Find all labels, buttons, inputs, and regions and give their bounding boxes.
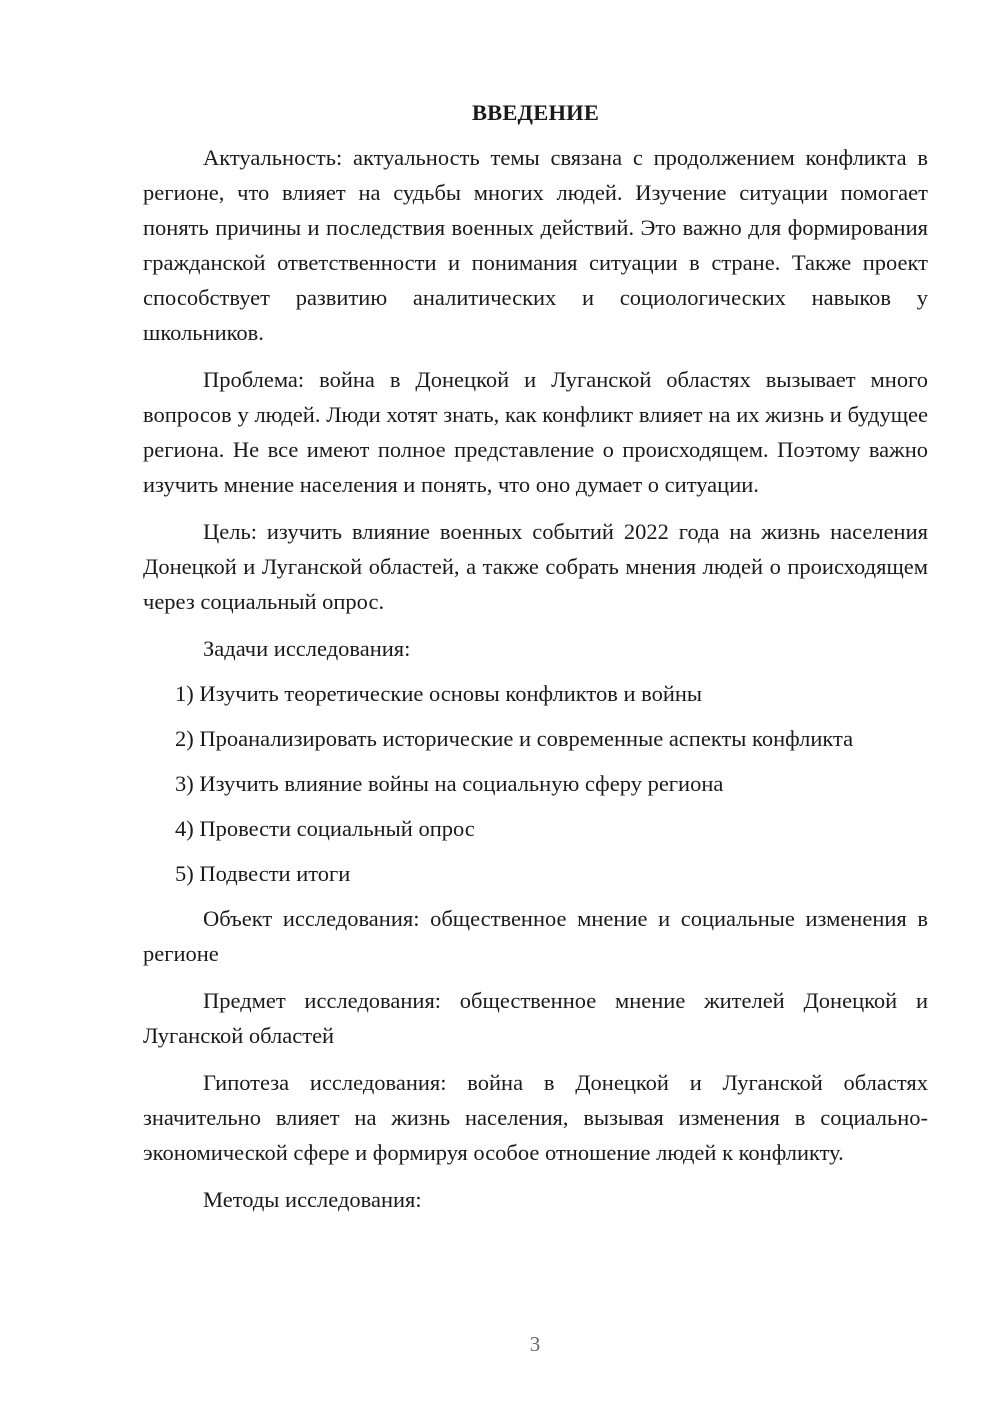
page-content xyxy=(143,95,928,1227)
paragraph-problem: Проблема: война в Донецкой и Луганской областях вызывает много вопросов у людей. Люди хотят знать, как конфликт влияет на их жизнь и будущее региона. Не все имеют полное представление о происходящем. Поэтому важно изучить мнение населения и понять, что оно думает о ситуации. xyxy=(143,367,928,497)
paragraph-hypothesis: Гипотеза исследования: война в Донецкой и Луганской областях значительно влияет на жизнь населения, вызывая изменения в социально-экономической сфере и формируя особое отношение людей к конфликту. xyxy=(143,1070,928,1165)
paragraph-object: Объект исследования: общественное мнение и социальные изменения в регионе xyxy=(143,906,928,966)
task-item: 2) Проанализировать исторические и современные аспекты конфликта xyxy=(175,726,854,751)
task-item: 5) Подвести итоги xyxy=(175,861,351,886)
task-item: 3) Изучить влияние войны на социальную сферу региона xyxy=(175,771,724,796)
methods-label: Методы исследования: xyxy=(203,1187,422,1212)
task-item: 4) Провести социальный опрос xyxy=(175,816,475,841)
tasks-list xyxy=(143,676,928,891)
section-heading: ВВЕДЕНИЕ xyxy=(471,100,600,125)
tasks-label: Задачи исследования: xyxy=(203,636,411,661)
paragraph-relevance: Актуальность: актуальность темы связана с продолжением конфликта в регионе, что влияет на судьбы многих людей. Изучение ситуации помогает понять причины и последствия военных действий. Это важно для формирования гражданской ответственности и понимания ситуации в стране. Также проект способствует развитию аналитических и социологических навыков у школьников. xyxy=(143,145,928,345)
page-number: 3 xyxy=(529,1332,541,1356)
task-item: 1) Изучить теоретические основы конфликтов и войны xyxy=(175,681,703,706)
paragraph-goal: Цель: изучить влияние военных событий 2022 года на жизнь населения Донецкой и Луганской областей, а также собрать мнения людей о происходящем через социальный опрос. xyxy=(143,519,928,614)
paragraph-subject: Предмет исследования: общественное мнение жителей Донецкой и Луганской областей xyxy=(143,988,928,1048)
